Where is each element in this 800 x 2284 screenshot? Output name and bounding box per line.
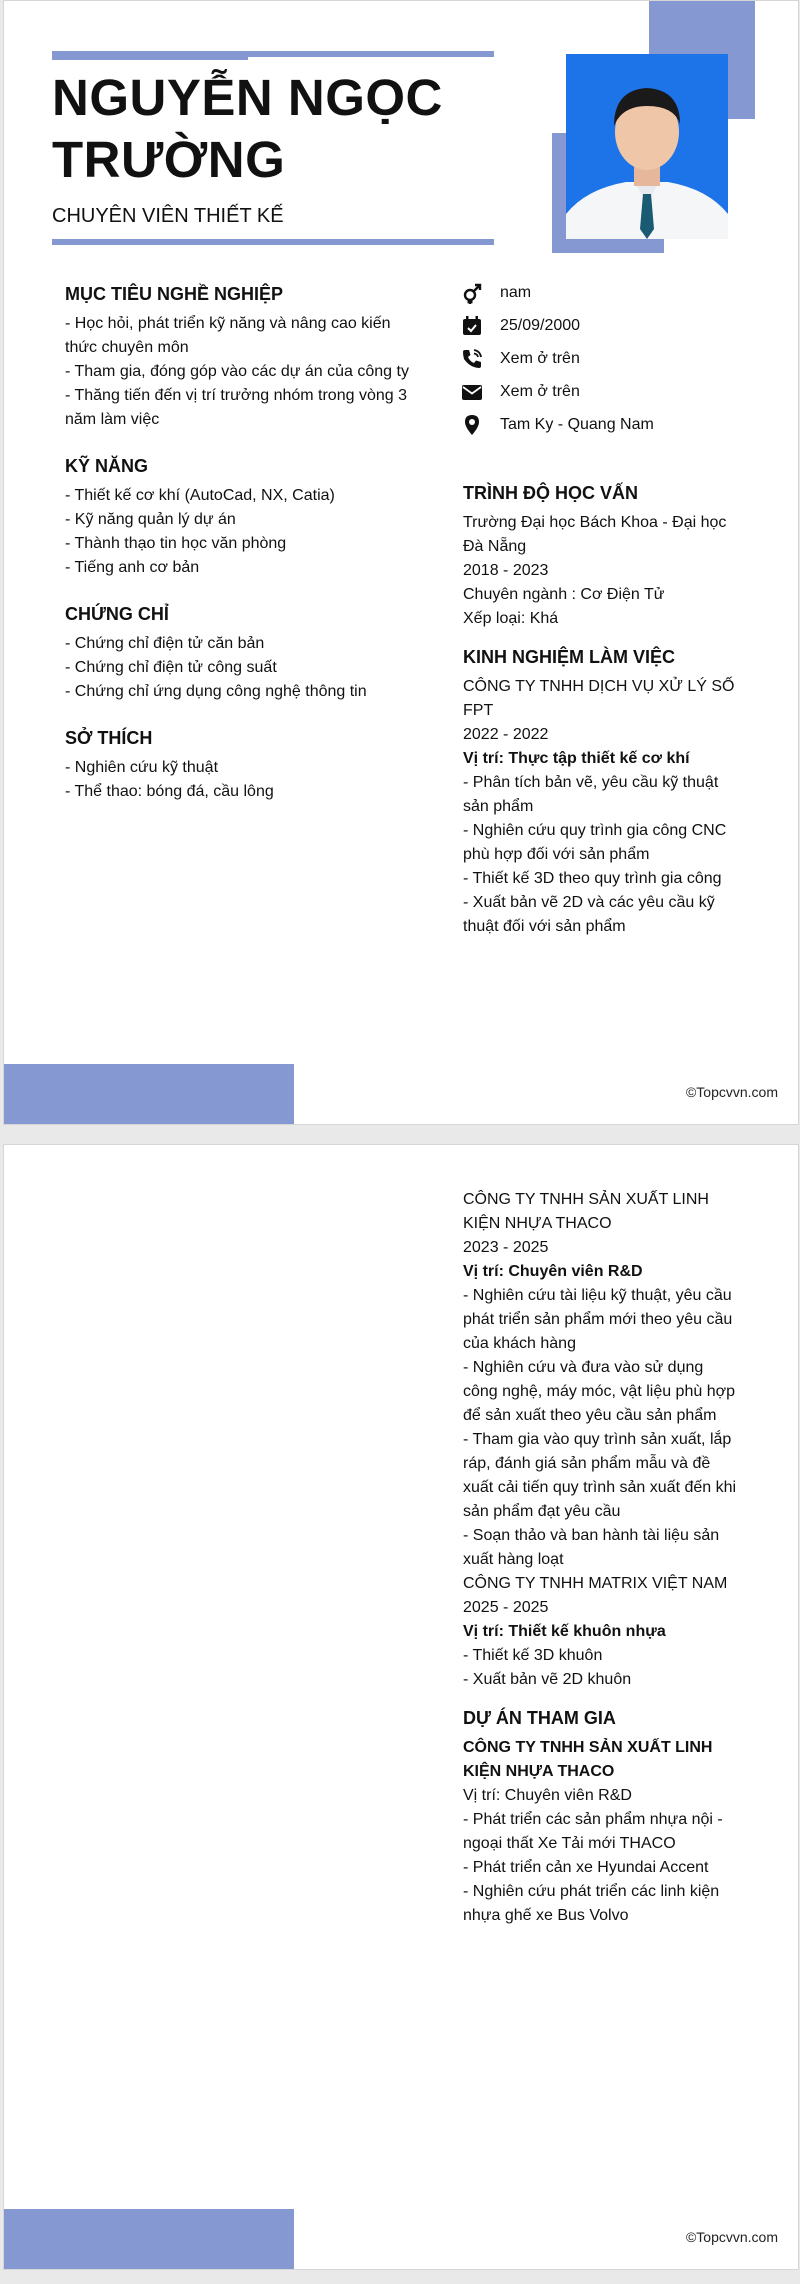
job-duty: - Xuất bản vẽ 2D và các yêu cầu kỹ thuật đối với sản phẩm — [463, 894, 715, 935]
skill-item: - Thiết kế cơ khí (AutoCad, NX, Catia) — [65, 487, 335, 504]
job-position: Vị trí: Thiết kế khuôn nhựa — [463, 1623, 666, 1640]
certificate-item: - Chứng chỉ điện tử công suất — [65, 659, 277, 676]
education-major: Chuyên ngành : Cơ Điện Tử — [463, 586, 665, 603]
project-position: Vị trí: Chuyên viên R&D — [463, 1787, 632, 1804]
objective-item: - Thăng tiến đến vị trí trưởng nhóm trong vòng 3 năm làm việc — [65, 387, 407, 428]
skill-item: - Thành thạo tin học văn phòng — [65, 535, 287, 552]
contact-phone — [459, 342, 759, 375]
education-school: Trường Đại học Bách Khoa - Đại học Đà Nẵng — [463, 514, 727, 555]
footer-accent-block — [4, 2209, 294, 2269]
project-item: - Nghiên cứu phát triển các linh kiện nhựa ghế xe Bus Volvo — [463, 1883, 720, 1924]
address-value: Tam Ky - Quang Nam — [500, 415, 654, 433]
candidate-title: CHUYÊN VIÊN THIẾT KẾ — [52, 205, 284, 227]
job-duty: - Phân tích bản vẽ, yêu cầu kỹ thuật sản phẩm — [463, 774, 719, 815]
contact-birthday — [459, 309, 759, 342]
job-period: 2023 - 2025 — [463, 1239, 549, 1256]
job-duty: - Nghiên cứu tài liệu kỹ thuật, yêu cầu phát triển sản phẩm mới theo yêu cầu của khách hàng — [463, 1287, 733, 1352]
job-duty: - Nghiên cứu và đưa vào sử dụng công nghệ, máy móc, vật liệu phù hợp để sản xuất theo yêu cầu sản phẩm — [463, 1359, 735, 1424]
objective-section — [65, 282, 425, 432]
hobby-item: - Thể thao: bóng đá, cầu lông — [65, 783, 274, 800]
education-grade: Xếp loại: Khá — [463, 610, 559, 627]
job-period: 2025 - 2025 — [463, 1599, 549, 1616]
job-duty: - Nghiên cứu quy trình gia công CNC phù hợp đối với sản phẩm — [463, 822, 727, 863]
education-period: 2018 - 2023 — [463, 562, 549, 579]
footer-accent-block — [4, 1064, 294, 1124]
projects-section — [463, 1706, 738, 1928]
phone-icon — [459, 346, 485, 372]
job-duty: - Xuất bản vẽ 2D khuôn — [463, 1671, 632, 1688]
portrait-illustration — [566, 54, 728, 239]
job-entry — [463, 1572, 738, 1692]
header-top-bar-thick — [52, 51, 248, 60]
phone-value[interactable]: Xem ở trên — [500, 349, 580, 367]
calendar-icon — [459, 313, 485, 339]
birthday-value: 25/09/2000 — [500, 316, 581, 334]
certificates-section — [65, 602, 425, 704]
experience-heading: KINH NGHIỆM LÀM VIỆC — [463, 647, 676, 667]
cv-page-2 — [4, 1145, 798, 2269]
skills-section — [65, 454, 425, 580]
job-entry — [463, 1188, 738, 1572]
hobby-item: - Nghiên cứu kỹ thuật — [65, 759, 219, 776]
skills-heading: KỸ NĂNG — [65, 456, 149, 476]
contact-info — [459, 276, 759, 441]
objective-heading: MỤC TIÊU NGHỀ NGHIỆP — [65, 284, 284, 304]
certificates-heading: CHỨNG CHỈ — [65, 604, 169, 624]
footer-brand: ©Topcvvn.com — [685, 2229, 778, 2245]
objective-item: - Tham gia, đóng góp vào các dự án của công ty — [65, 363, 409, 380]
job-duty: - Thiết kế 3D theo quy trình gia công — [463, 870, 722, 887]
gender-value: nam — [500, 283, 532, 301]
candidate-name: NGUYỄN NGỌC TRƯỜNG — [52, 69, 443, 188]
footer-brand: ©Topcvvn.com — [685, 1084, 778, 1100]
email-value[interactable]: Xem ở trên — [500, 382, 580, 400]
contact-address — [459, 408, 759, 441]
profile-photo — [566, 54, 728, 239]
job-position: Vị trí: Thực tập thiết kế cơ khí — [463, 750, 690, 767]
contact-email — [459, 375, 759, 408]
job-company: CÔNG TY TNHH DỊCH VỤ XỬ LÝ SỐ FPT — [463, 678, 735, 719]
education-section — [463, 481, 738, 631]
right-column-page-2 — [463, 1188, 738, 1928]
job-period: 2022 - 2022 — [463, 726, 549, 743]
objective-item: - Học hỏi, phát triển kỹ năng và nâng cao kiến thức chuyên môn — [65, 315, 391, 356]
job-company: CÔNG TY TNHH SẢN XUẤT LINH KIỆN NHỰA THACO — [463, 1191, 709, 1232]
contact-gender — [459, 276, 759, 309]
hobbies-heading: SỞ THÍCH — [65, 728, 153, 748]
certificate-item: - Chứng chỉ ứng dụng công nghệ thông tin — [65, 683, 367, 700]
right-column-page-1 — [463, 481, 738, 939]
job-duty: - Thiết kế 3D khuôn — [463, 1647, 603, 1664]
job-duty: - Tham gia vào quy trình sản xuất, lắp ráp, đánh giá sản phẩm mẫu và đề xuất cải tiến quy trình sản xuất đến khi sản phẩm đạt yêu cầu — [463, 1431, 737, 1520]
project-company: CÔNG TY TNHH SẢN XUẤT LINH KIỆN NHỰA THACO — [463, 1739, 713, 1780]
left-column — [65, 282, 425, 826]
project-item: - Phát triển cản xe Hyundai Accent — [463, 1859, 709, 1876]
education-heading: TRÌNH ĐỘ HỌC VẤN — [463, 483, 638, 503]
skill-item: - Tiếng anh cơ bản — [65, 559, 200, 576]
certificate-item: - Chứng chỉ điện tử căn bản — [65, 635, 265, 652]
location-icon — [459, 412, 485, 438]
experience-section — [463, 645, 738, 939]
skill-item: - Kỹ năng quản lý dự án — [65, 511, 236, 528]
cv-page-1 — [4, 1, 798, 1124]
header-bottom-bar — [52, 239, 494, 245]
hobbies-section — [65, 726, 425, 804]
mail-icon — [459, 379, 485, 405]
projects-heading: DỰ ÁN THAM GIA — [463, 1708, 616, 1728]
gender-icon — [459, 280, 485, 306]
project-item: - Phát triển các sản phẩm nhựa nội - ngoại thất Xe Tải mới THACO — [463, 1811, 723, 1852]
job-company: CÔNG TY TNHH MATRIX VIỆT NAM — [463, 1575, 728, 1592]
job-position: Vị trí: Chuyên viên R&D — [463, 1263, 643, 1280]
job-duty: - Soạn thảo và ban hành tài liệu sản xuất hàng loạt — [463, 1527, 720, 1568]
